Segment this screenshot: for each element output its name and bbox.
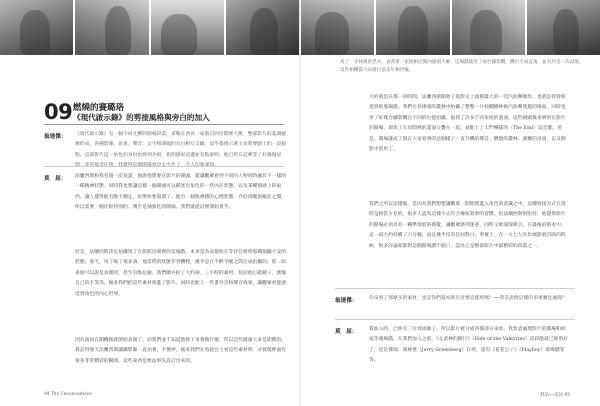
speaker-label: 莫 屈： <box>335 329 358 335</box>
book-gutter <box>299 0 301 406</box>
interview-answer <box>369 325 569 377</box>
chapter-number: 09 <box>44 100 73 124</box>
paragraph-text: 法蘭西斯和我有過一次長談，他說他想要在影片的開頭，就讓觀眾看到不同的人物同時處於不一樣的一種精神狀態，同時我也想讓這樣一個開頭可以描述出角色的一些內在狀態，以及某種情感上的東西，讓人覺得他有點不穩定，好像快要崩潰了。他有一個很複雜的心理狀態，介於清醒與瘋狂之間，所以需要一個比較特別的、幾乎是抽象化的開場。我們就從這裡開始著手。 <box>75 174 287 211</box>
chapter-rule <box>44 124 284 125</box>
chapter-title: 燃燒的賽璐珞 <box>73 103 125 113</box>
interview-answer-continued <box>75 336 289 378</box>
page-folio-left: 94 The Conversations <box>44 392 92 397</box>
interview-answer <box>75 172 289 235</box>
question-rule <box>335 288 575 289</box>
film-still-photo <box>226 0 299 55</box>
film-still-photo <box>0 0 73 55</box>
paragraph-text: 你拿到了那麼多的素材，也是你們最初就有意要這樣剪嗎？──我是說像這樣的多重疊化處理？ <box>369 296 567 301</box>
film-still-photo <box>452 0 525 55</box>
interview-answer-continued <box>75 248 289 331</box>
paragraph-text: 我加入時，已經有三位剪接師了，所以影片被分成四個部分來剪，我負責處理影片的開場和結尾等幾場戲。在我們加入之前，《女武神的騎行》（Ride of the Valkyries）這段戲就已經剪好了，這是傑瑞．葛林堡（Jerry Greenberg）在剪，還有《花花公子》（Playboy）那場戲等等。 <box>369 327 569 364</box>
speaker-label: 翁達傑： <box>335 298 358 304</box>
film-still-photo <box>75 0 148 55</box>
interview-answer-continued <box>369 200 569 286</box>
film-still-photo <box>376 0 449 55</box>
question-rule <box>335 319 575 320</box>
interview-question <box>75 130 289 161</box>
speaker-label: 莫 屈： <box>44 176 67 182</box>
interview-answer-continued <box>369 93 569 197</box>
speaker-label: 翁達傑： <box>44 134 67 140</box>
page-folio-right: 對話──莫屈 95 <box>540 393 570 398</box>
paragraph-text: 因為演員在開機後就開始表演了，而我們並不知道他接下來會做什麼，所以這些鏡頭大多是即興的。我記得那天法蘭西斯讓攝影師一直拍著，不要停。後來我們在剪接台上看這些素材時，才發現裡面有很多非常精彩的瞬間，這些東西是無法事先設計出來的。 <box>75 338 287 364</box>
photo-caption: 馬丁：寺林漢的老兵，表典著一家族相店開內鉗削大師，這場戲使用了兩台攝影機，機位天成直角，並有代是一次試演，這些相機都大局發行前多年相世後。 <box>340 60 584 73</box>
film-still-photo <box>151 0 224 55</box>
paragraph-text: 大約就是在那一段時間，法蘭西斯開始了電影史上規模最大的一次汽油彈爆炸，也就是我曾經提到的那場戲。我們在菲律賓的叢林中拍攝了整整一片棕櫚樹林被汽油彈焚燒的場面，同時也用了好幾台攝影機在不同的位置拍攝，取得了許多不同角度的畫面。這些鏡頭後來被用在影片的開場，與馬丁在房間裡的畫面交疊在一起，並配上了大門樂隊的〈The End〉這首歌。於是，開場就成了現在大家看到的這個樣子：直升機的聲音、燃燒的叢林、旋轉的吊扇，以及倒影中的馬丁。 <box>369 95 566 153</box>
paragraph-text: 我們之所以這樣做，是因為我們想要讓觀眾一開始就進入角色的意識之中。這種剪接方式在當時是相當少見的，很多人認為這樣不太符合傳統敘事的習慣。但法蘭西斯很堅持，他覺得影片的開場必須具有一種夢境般的感覺，讓觀眾感到迷惑，同時又被深深吸引。在最後的版本中，這一段大約持續了六分鐘，而且幾乎沒有任何對白。事實上，在一九七九年坎城影展首映的時候，很多評論家都對這個開場讚不絕口，認為它是整部影片中最精彩的段落之一。 <box>369 202 566 249</box>
chapter-subtitle: 《現代啟示錄》的剪接風格與旁白的加入 <box>73 113 210 122</box>
question-rule <box>44 166 284 167</box>
paragraph-text: 《現代啟示錄》有一個不同凡響的開場段落，拿勒在西貢一家旅店的房間裡大醉，整部影片的基調逐漸形成，各種影像、意象、聲音、文字和開頭的旁白相互交織，似乎都預示著主角將要踏上的一段旅程。這部影片這一角色的身份也得到介紹，指明德軍這邊並有點說明，他已經在這裡等了好幾個星 <box>75 132 287 158</box>
film-still-photo <box>301 0 374 55</box>
interview-question <box>369 294 569 315</box>
film-still-photo <box>527 0 600 55</box>
paragraph-text: 於是，法蘭西斯決定拍攝馬丁在旅館房間裡的這場戲，本來是為表現他在等待任務時那種煩躁不安的狀態。那天，馬丁喝了很多酒，他當時的狀態非常糟糕，幾乎是在半醉半醒之間完成拍攝的。那一段表演可以說是真實的，甚至有點危險。我們總共拍了大約兩、三小時的素材，包括他打破鏡子、割傷自己的手等等。後來我們把這些素材剪進了影片，同時也配上一些畫外音和聲音效果，讓觀眾更能感受到角色的內心世界。 <box>75 250 287 297</box>
